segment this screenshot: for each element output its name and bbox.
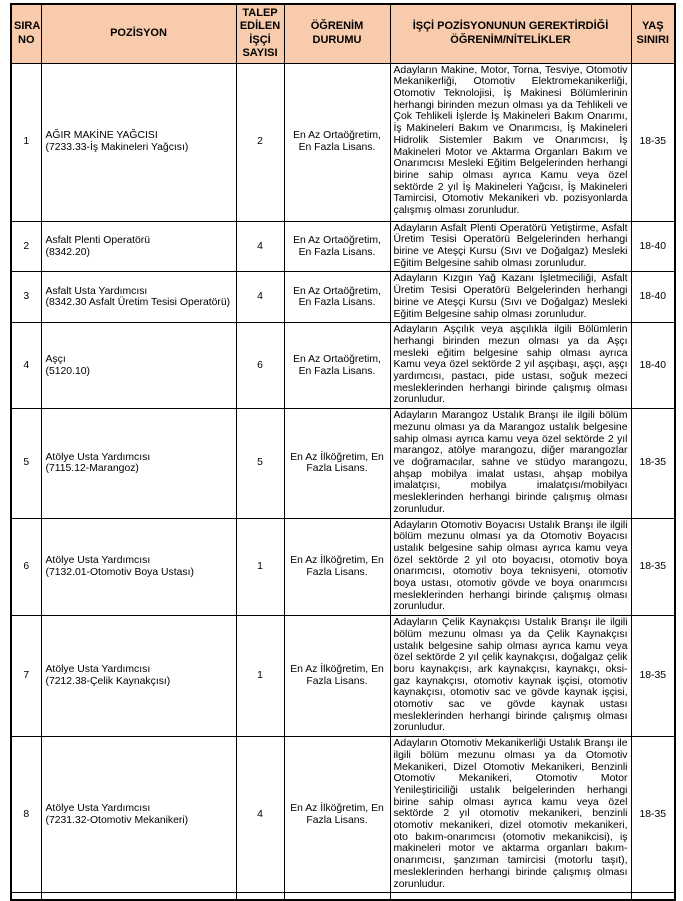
cell-sira-no: 6 [11, 518, 41, 616]
col-header-pozisyon: POZİSYON [41, 4, 236, 63]
position-code: (7115.12-Marangoz) [45, 463, 139, 475]
header-row [11, 4, 675, 63]
position-title: Atölye Usta Yardımcısı [45, 555, 151, 567]
position-code: (8342.30 Asfalt Üretim Tesisi Operatörü) [45, 297, 231, 309]
position-title: Atölye Usta Yardımcısı [45, 803, 151, 815]
col-header-talep-edilen-isci-sayisi: TALEP EDİLEN İŞÇİ SAYISI [236, 4, 284, 63]
cell-nitelikler: Adayların Aşçılık veya aşçılıkla ilgili Bölümlerin herhangi birinden mezun olması ya da Aşçı mesleki eğitim belgesine sahip olması ayrıca Kamu veya özel sektörde 2 yıl aşçıbaşı, aşçı, aşçı yardımcısı, pastacı, pide ustası, soğuk mezeci mesleklerinden herhangi birinde çalışmış olması zorunludur. [390, 323, 631, 409]
position-code: (5120.10) [45, 365, 90, 377]
position-title: AĞIR MAKİNE YAĞCISI [45, 130, 158, 142]
cell-pozisyon [41, 221, 236, 272]
cell-empty [631, 893, 675, 900]
cell-pozisyon [41, 616, 236, 737]
table-row [11, 737, 675, 893]
cell-nitelikler: Adayların Kızgın Yağ Kazanı İşletmeciliği, Asfalt Üretim Tesisi Operatörü Belgelerinden herhangi birine ve Ateşçi Kursu (Sıvı ve Doğalgaz) Mesleki Eğitim Belgesine sahip olması zorunludur. [390, 272, 631, 323]
cell-talep-sayisi: 4 [236, 737, 284, 893]
position-title: Asfalt Usta Yardımcısı [45, 285, 148, 297]
cell-sira-no: 1 [11, 63, 41, 221]
cell-nitelikler: Adayların Asfalt Plenti Operatörü Yetiştirme, Asfalt Üretim Tesisi Operatörü Belgelerinden herhangi birine ve Ateşçi Kursu (Sıvı ve Doğalgaz) Mesleki Eğitim Belgesine sahib olması zorunludur. [390, 221, 631, 272]
cell-empty [390, 893, 631, 900]
cell-pozisyon [41, 737, 236, 893]
cell-yas-siniri: 18-35 [631, 63, 675, 221]
cell-yas-siniri: 18-35 [631, 409, 675, 518]
cell-sira-no: 2 [11, 221, 41, 272]
cell-talep-sayisi: 2 [236, 63, 284, 221]
cell-nitelikler: Adayların Marangoz Ustalık Branşı ile ilgili bölüm mezunu olması ya da Marangoz ustalık belgesine sahip olması ayrıca kamu veya özel sektörde 2 yıl marangoz, atölye marangozu, diğer marangozlar ve doğramacılar, sahne ve stüdyo marangozu, ahşap mobilya imalat ustası, ahşap mobilya imalatçısı, mobilya imalatçısı/mobilyacı mesleklerinden herhangi birinde çalışmış olması zorunludur. [390, 409, 631, 518]
cell-yas-siniri: 18-35 [631, 518, 675, 616]
cell-ogrenim-durumu: En Az İlköğretim, En Fazla Lisans. [284, 518, 390, 616]
cell-empty [41, 893, 236, 900]
col-header-nitelikler: İŞÇİ POZİSYONUNUN GEREKTİRDİĞİ ÖĞRENİM/NİTELİKLER [390, 4, 631, 63]
cell-yas-siniri: 18-35 [631, 616, 675, 737]
position-code: (7212.38-Çelik Kaynakçısı) [45, 676, 171, 688]
table-row [11, 63, 675, 221]
cell-talep-sayisi: 6 [236, 323, 284, 409]
cell-ogrenim-durumu: En Az Ortaöğretim, En Fazla Lisans. [284, 323, 390, 409]
position-code: (8342.20) [45, 246, 90, 258]
table-row [11, 518, 675, 616]
cell-empty [284, 893, 390, 900]
table-row [11, 323, 675, 409]
cell-nitelikler: Adayların Makine, Motor, Torna, Tesviye, Otomotiv Mekanikerliği, Otomotiv Elektromekanikerliği, Otomotiv Teknolojisi, İş Makinesi Bölümlerinin herhangi birinden mezun olması ya da Tehlikeli ve Çok Tehlikeli İşlerde İş Makineleri Bakım Onarımı, İş Makineleri Bakım ve Onarımcısı, İş Makineleri Hidrolik Sistemler Bakım ve Onarımcısı, İş Makineleri Motor ve Aktarma Organları Bakım ve Onarımcısı Mesleki Eğitim Belgelerinden herhangi birine sahip olması ayrıca Kamu veya özel sektörde 2 yıl İş Makineleri Yağcısı, İş Makineleri Tamircisi, Otomotiv Mekanikeri vb. pozisyonlarda çalışmış olması zorunludur. [390, 63, 631, 221]
cell-yas-siniri: 18-40 [631, 272, 675, 323]
cell-talep-sayisi: 1 [236, 518, 284, 616]
cell-sira-no: 3 [11, 272, 41, 323]
cell-sira-no: 8 [11, 737, 41, 893]
cell-ogrenim-durumu: En Az Ortaöğretim, En Fazla Lisans. [284, 272, 390, 323]
cell-ogrenim-durumu: En Az Ortaöğretim, En Fazla Lisans. [284, 221, 390, 272]
cell-pozisyon [41, 518, 236, 616]
cell-nitelikler: Adayların Otomotiv Mekanikerliği Ustalık Branşı ile ilgili bölüm mezunu olması ya da Otomotiv Mekanikeri, Dizel Otomotiv Mekanikeri, Benzinli Otomotiv Mekanikeri, Otomotiv Motor Yenileştiriciliği ustalık belgelerinden herhangi birine sahip olması ayrıca kamu veya özel sektörde 2 yıl otomotiv mekanikeri, benzinli otomotiv mekanikeri, dizel otomotiv mekanikeri, oto bakım-onarımcısı (otomotiv mekanikcisi), iş makineleri motor ve aktarma organları bakım-onarımcısı, şanzıman tamircisi (motorlu taşıt), mesleklerinden herhangi birinde çalışmış olması zorunludur. [390, 737, 631, 893]
cell-talep-sayisi: 4 [236, 272, 284, 323]
position-title: Atölye Usta Yardımcısı [45, 664, 151, 676]
cell-ogrenim-durumu: En Az Ortaöğretim, En Fazla Lisans. [284, 63, 390, 221]
cell-talep-sayisi: 4 [236, 221, 284, 272]
col-header-sira-no: SIRA NO [11, 4, 41, 63]
cell-nitelikler: Adayların Çelik Kaynakçısı Ustalık Branşı ile ilgili bölüm mezunu olması ya da Çelik Kaynakçısı ustalık belgesine sahip olması ayrıca kamu veya özel sektörde 2 yıl çelik kaynakçısı, doğalgaz çelik boru kaynakçısı, ark kaynakçısı, kaynakçı, oksi-gaz kaynakçısı, otomotiv kaynak işçisi, otomotiv kaynakçısı, otomotiv sac ve gövde kaynak işçisi, otomotiv sac ve gövde kaynak ustası mesleklerinden herhangi birinde çalışmış olması zorunludur. [390, 616, 631, 737]
position-code: (7233.33-İş Makineleri Yağcısı) [45, 142, 189, 154]
cell-nitelikler: Adayların Otomotiv Boyacısı Ustalık Branşı ile ilgili bölüm mezunu olması ya da Otomotiv Boyacısı ustalık belgesine sahip olması ayrıca kamu veya özel sektörde 2 yıl oto boyacısı, otomotiv boya onarımcısı, otomotiv boya teknisyeni, otomotiv boya ustası, otomotiv gövde ve boya onarımcısı mesleklerinden herhangi birinde çalışmış olması zorunludur. [390, 518, 631, 616]
job-positions-table [10, 3, 676, 901]
col-header-yas-siniri: YAŞ SINIRI [631, 4, 675, 63]
position-title: Atölye Usta Yardımcısı [45, 451, 151, 463]
cell-talep-sayisi: 1 [236, 616, 284, 737]
cell-talep-sayisi: 5 [236, 409, 284, 518]
cell-empty [236, 893, 284, 900]
position-title: Aşçı [45, 354, 66, 365]
cell-pozisyon [41, 63, 236, 221]
cell-yas-siniri: 18-35 [631, 737, 675, 893]
table-row [11, 272, 675, 323]
table-row-partial [11, 893, 675, 900]
cell-yas-siniri: 18-40 [631, 323, 675, 409]
cell-sira-no: 5 [11, 409, 41, 518]
cell-ogrenim-durumu: En Az İlköğretim, En Fazla Lisans. [284, 409, 390, 518]
cell-sira-no: 7 [11, 616, 41, 737]
cell-ogrenim-durumu: En Az İlköğretim, En Fazla Lisans. [284, 737, 390, 893]
col-header-ogrenim-durumu: ÖĞRENİM DURUMU [284, 4, 390, 63]
table-row [11, 221, 675, 272]
cell-ogrenim-durumu: En Az İlköğretim, En Fazla Lisans. [284, 616, 390, 737]
cell-pozisyon [41, 272, 236, 323]
position-code: (7132.01-Otomotiv Boya Ustası) [45, 566, 194, 578]
position-code: (7231.32-Otomotiv Mekanikeri) [45, 814, 189, 826]
table-row [11, 409, 675, 518]
cell-yas-siniri: 18-40 [631, 221, 675, 272]
cell-empty [11, 893, 41, 900]
position-title: Asfalt Plenti Operatörü [45, 234, 151, 246]
cell-pozisyon [41, 323, 236, 409]
cell-pozisyon [41, 409, 236, 518]
table-row [11, 616, 675, 737]
cell-sira-no: 4 [11, 323, 41, 409]
